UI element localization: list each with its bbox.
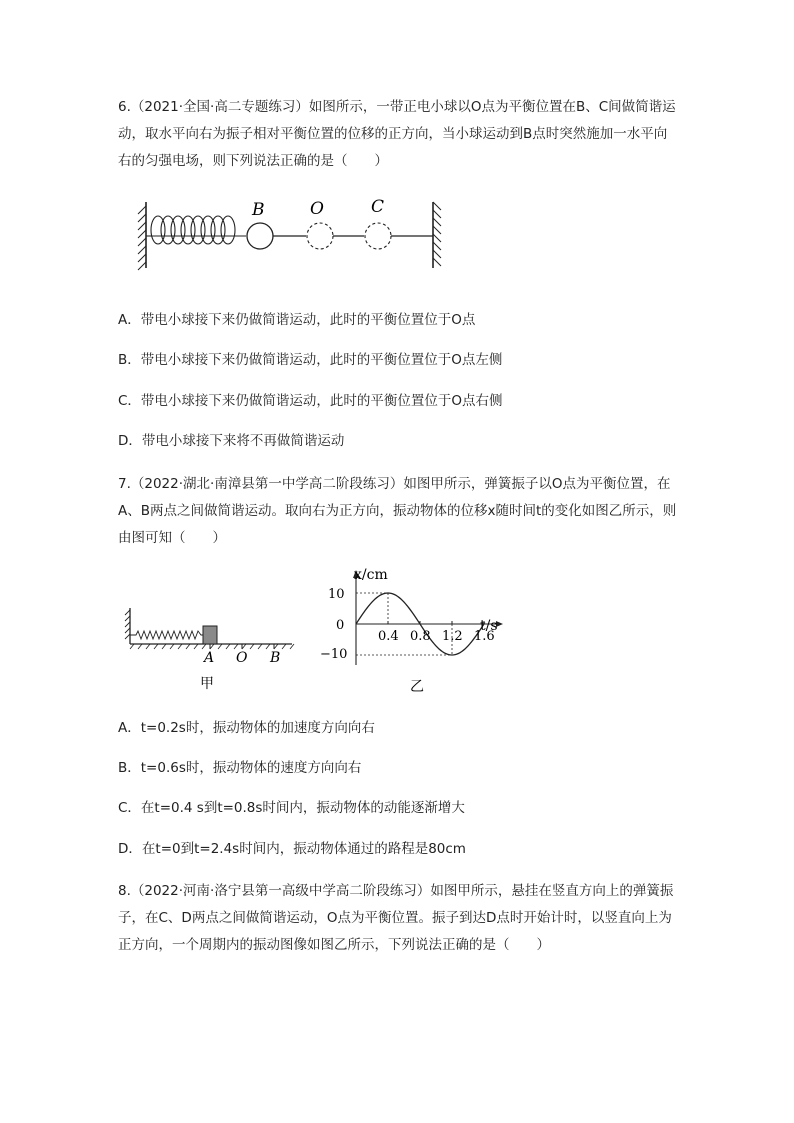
caption-jia: 甲 [200, 676, 214, 692]
q6-option-c[interactable]: C．带电小球接下来仍做简谐运动，此时的平衡位置位于O点右侧 [118, 393, 503, 409]
question-8-stem: 8.（2022·河南·洛宁县第一高级中学高二阶段练习）如图甲所示，悬挂在竖直方向上的弹簧振子，在C、D两点之间做简谐运动，O点为平衡位置。振子到达D点时开始计时，以竖直向上为正方向，一个周期内的振动图像如图乙所示，下列说法正确的是（ ） [118, 883, 674, 953]
spring [130, 631, 203, 639]
question-7 [118, 471, 678, 552]
y-tick-neg10: −10 [320, 647, 348, 662]
question-6-stem: 6.（2021·全国·高二专题练习）如图所示，一带正电小球以O点为平衡位置在B、C间做简谐运动，取水平向右为振子相对平衡位置的位移的正方向，当小球运动到B点时突然施加一水平向右的匀强电场，则下列说法正确的是（ ） [118, 99, 676, 169]
label-a: A [204, 650, 215, 666]
q7-option-a[interactable]: A．t=0.2s时，振动物体的加速度方向向右 [118, 720, 375, 736]
caption-yi: 乙 [410, 679, 424, 695]
q7-option-b[interactable]: B．t=0.6s时，振动物体的速度方向向右 [118, 760, 362, 776]
x-tick-1.2: 1.2 [442, 629, 463, 644]
left-wall-hatch [138, 206, 146, 270]
q6-option-d[interactable]: D．带电小球接下来将不再做简谐运动 [118, 433, 345, 449]
label-c: C [371, 197, 385, 217]
spring [146, 216, 246, 244]
q6-option-b[interactable]: B．带电小球接下来仍做简谐运动，此时的平衡位置位于O点左侧 [118, 352, 503, 368]
ball-o-dashed [307, 223, 333, 249]
spring-ball-figure [118, 196, 458, 276]
x-axis-label: t/s [480, 618, 498, 634]
spring-block-figure-jia [124, 604, 304, 694]
right-wall-hatch [433, 202, 441, 266]
q6-option-a[interactable]: A．带电小球接下来仍做简谐运动，此时的平衡位置位于O点 [118, 312, 476, 328]
label-b: B [270, 650, 281, 666]
question-6 [118, 94, 678, 175]
label-b: B [252, 200, 265, 220]
y-tick-10: 10 [328, 587, 345, 602]
question-7-stem: 7.（2022·湖北·南漳县第一中学高二阶段练习）如图甲所示，弹簧振子以O点为平衡位置，在A、B两点之间做简谐运动。取向右为正方向，振动物体的位移x随时间t的变化如图乙所示，则由图可知（ ） [118, 476, 677, 546]
label-o: O [236, 650, 248, 666]
q7-option-c[interactable]: C．在t=0.4 s到t=0.8s时间内，振动物体的动能逐渐增大 [118, 800, 465, 816]
q7-option-d[interactable]: D．在t=0到t=2.4s时间内，振动物体通过的路程是80cm [118, 841, 466, 857]
x-tick-0.4: 0.4 [378, 629, 399, 644]
y-axis-label: x/cm [354, 567, 388, 583]
origin-label: 0 [336, 618, 345, 633]
xt-chart-yi [320, 560, 520, 700]
ball-b [247, 223, 273, 249]
ball-c-dashed [365, 223, 391, 249]
label-o: O [310, 199, 324, 219]
question-8 [118, 878, 678, 959]
x-tick-1.6: 1.6 [474, 629, 495, 644]
floor-hatch [130, 644, 294, 649]
block [203, 626, 217, 644]
x-tick-0.8: 0.8 [410, 629, 431, 644]
